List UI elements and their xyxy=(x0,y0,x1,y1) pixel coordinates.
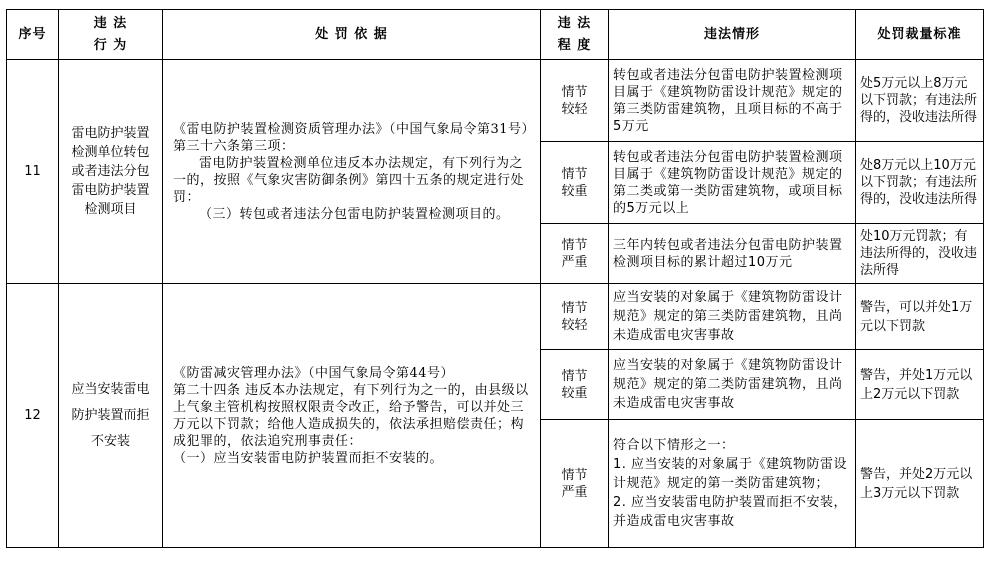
basis-line: （一）应当安装雷电防护装置而拒不安装的。 xyxy=(173,450,444,466)
penalty-basis xyxy=(163,284,541,548)
situation-cell: 三年内转包或者违法分包雷电防护装置检测项目标的累计超过10万元 xyxy=(609,224,856,284)
basis-line: （三）转包或者违法分包雷电防护装置检测项目的。 xyxy=(199,206,510,222)
situation-cell xyxy=(609,420,856,548)
basis-line: 《防雷减灾管理办法》（中国气象局令第44号） xyxy=(173,365,455,381)
penalty-basis xyxy=(163,60,541,284)
situation-cell: 转包或者违法分包雷电防护装置检测项目属于《建筑物防雷设计规范》规定的第二类或第一类防雷建筑物，或项目标的5万元以上 xyxy=(609,142,856,224)
penalty-standard-table xyxy=(6,9,984,548)
standard-cell: 警告，并处2万元以上3万元以下罚款 xyxy=(856,420,984,548)
degree-cell: 情节 较轻 xyxy=(541,60,609,142)
table-row xyxy=(7,60,984,142)
header-no: 序号 xyxy=(7,10,59,60)
degree-cell: 情节 较重 xyxy=(541,350,609,420)
standard-cell: 警告，可以并处1万元以下罚款 xyxy=(856,284,984,350)
situation-line: 2. 应当安装雷电防护装置而拒不安装，并造成雷电灾害事故 xyxy=(613,495,848,529)
situation-cell: 转包或者违法分包雷电防护装置检测项目属于《建筑物防雷设计规范》规定的第三类防雷建筑物，且项目标的不高于5万元 xyxy=(609,60,856,142)
header-standard: 处罚裁量标准 xyxy=(856,10,984,60)
header-situation: 违法情形 xyxy=(609,10,856,60)
standard-cell: 处5万元以上8万元以下罚款；有违法所得的，没收违法所得 xyxy=(856,60,984,142)
header-act: 违 法 行 为 xyxy=(59,10,163,60)
header-row xyxy=(7,10,984,60)
header-basis: 处 罚 依 据 xyxy=(163,10,541,60)
standard-cell: 处10万元罚款；有违法所得的，没收违法所得 xyxy=(856,224,984,284)
situation-line: 符合以下情形之一： xyxy=(613,438,735,453)
row-number: 11 xyxy=(7,60,59,284)
situation-line: 1. 应当安装的对象属于《建筑物防雷设计规范》规定的第一类防雷建筑物； xyxy=(613,457,848,491)
violation-act: 应当安装雷电防护装置而拒不安装 xyxy=(59,284,163,548)
row-number: 12 xyxy=(7,284,59,548)
basis-line: 雷电防护装置检测单位违反本办法规定，有下列行为之一的，按照《气象灾害防御条例》第四十五条的规定进行处罚： xyxy=(173,155,525,205)
degree-cell: 情节 严重 xyxy=(541,224,609,284)
table-row xyxy=(7,284,984,350)
degree-cell: 情节 较轻 xyxy=(541,284,609,350)
basis-line: 第二十四条 违反本办法规定，有下列行为之一的，由县级以上气象主管机构按照权限责令改正，给予警告，可以并处三万元以下罚款；给他人造成损失的，依法承担赔偿责任；构成犯罪的，依法追究刑事责任： xyxy=(173,382,529,449)
situation-cell: 应当安装的对象属于《建筑物防雷设计规范》规定的第二类防雷建筑物，且尚未造成雷电灾害事故 xyxy=(609,350,856,420)
situation-cell: 应当安装的对象属于《建筑物防雷设计规范》规定的第三类防雷建筑物，且尚未造成雷电灾害事故 xyxy=(609,284,856,350)
basis-line: 《雷电防护装置检测资质管理办法》（中国气象局令第31号）第三十六条第三项： xyxy=(173,121,529,154)
standard-cell: 警告，并处1万元以上2万元以下罚款 xyxy=(856,350,984,420)
standard-cell: 处8万元以上10万元以下罚款；有违法所得的，没收违法所得 xyxy=(856,142,984,224)
violation-act: 雷电防护装置检测单位转包或者违法分包雷电防护装置检测项目 xyxy=(59,60,163,284)
header-degree: 违 法 程 度 xyxy=(541,10,609,60)
degree-cell: 情节 较重 xyxy=(541,142,609,224)
degree-cell: 情节 严重 xyxy=(541,420,609,548)
